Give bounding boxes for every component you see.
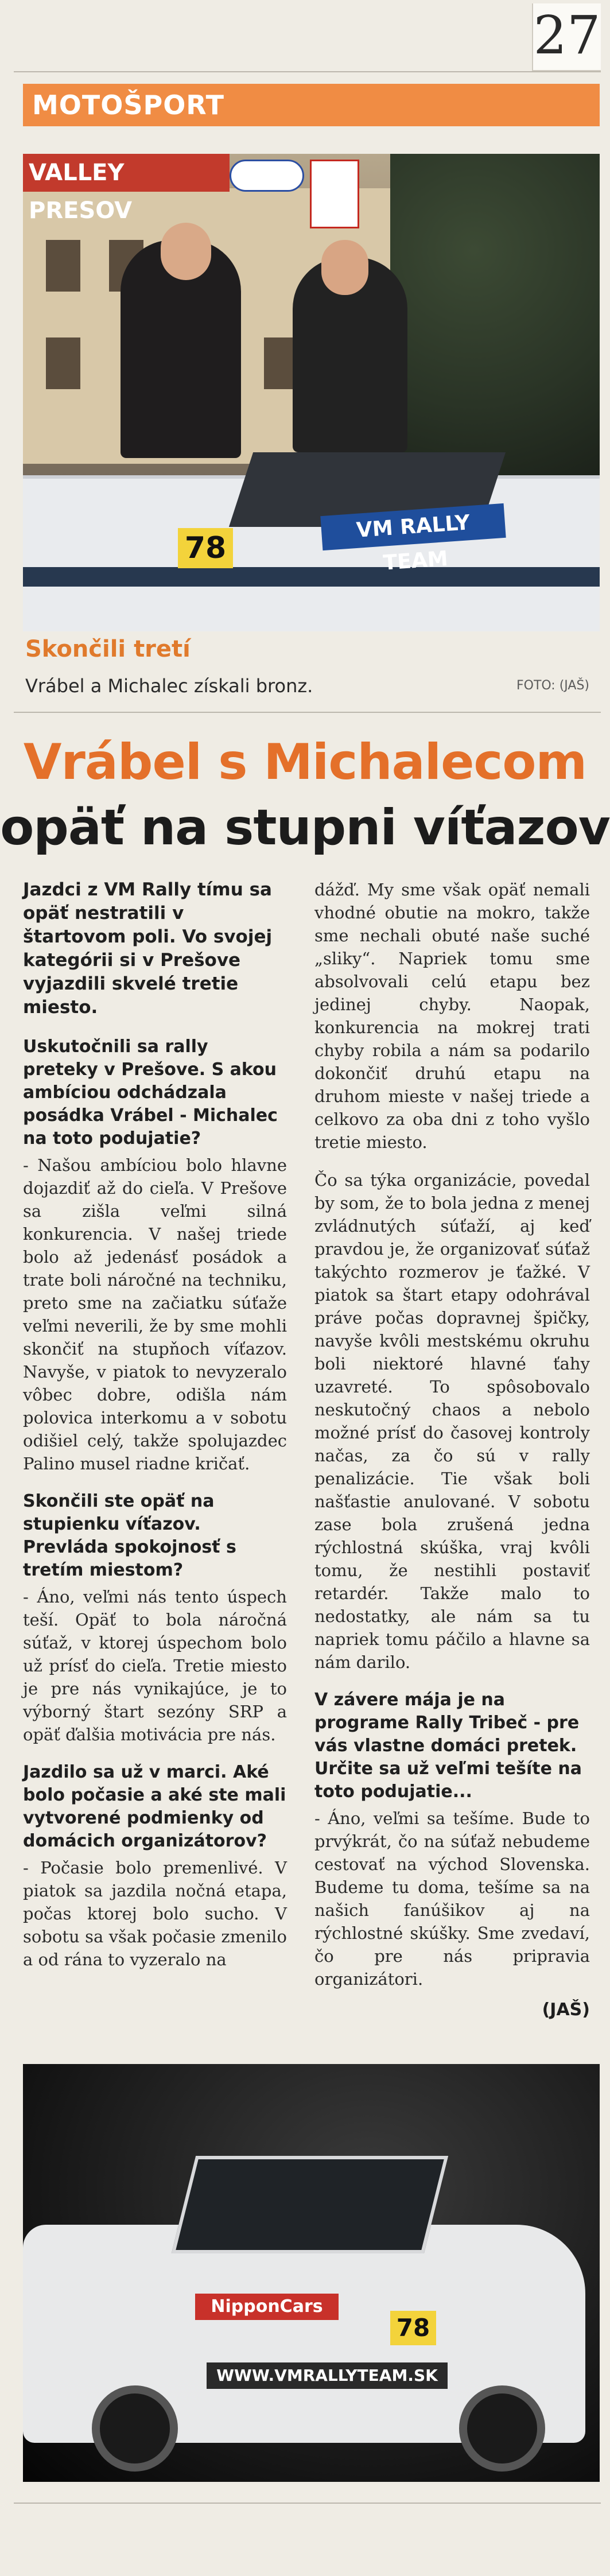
photo-trees — [390, 154, 600, 475]
photo-car-decal: VM RALLY TEAM — [320, 503, 506, 550]
interview-answer-continued: dážď. My sme však opäť nemali vhodné obutie na mokro, takže sme nechali obuté naše suché „sliky“. Napriek tomu sme absolvovali celú etapu bez jedinej chyby. Naopak, konkurencia na mokrej trati chyby robila a nám sa podarilo dokončiť druhú etapu na druhom mieste v našej triede a celkovo za oba dni z toho vyšlo tretie miesto. — [314, 880, 590, 1152]
interview-answer: - Áno, veľmi sa tešíme. Bude to prvýkrát, čo na súťaž nebudeme cestovať na východ Slovenska. Budeme tu doma, tešíme sa na našich fanúšikov aj na rýchlostné skúšky. Sme zvedaví, čo pre nás pripravia organizátori. — [314, 1809, 590, 1989]
photo-window — [46, 337, 80, 389]
section-label: MOTOŠPORT — [32, 90, 225, 121]
article-column-right — [314, 878, 590, 2020]
photo-banner: VALLEY PRESOV — [23, 154, 230, 192]
photo-driver-head — [161, 223, 211, 280]
bottom-divider — [14, 2503, 601, 2504]
caption-divider — [14, 712, 601, 713]
interview-answer-paragraph: Čo sa týka organizácie, povedal by som, že to bola jedna z menej zvládnutých súťaží, aj keď pravdou je, že organizovať súťaž takýchto rozmerov je ťažké. V piatok sa štart etapy odohrával práve počas dopravnej špičky, navyše kvôli mestskému okruhu boli niektoré hlavné ťahy uzavreté. To spôsobovalo neskutočný chaos a nebolo možné prísť do časovej kontroly načas, za čo sú v rally penalizácie. Tie však boli našťastie anulované. V sobotu zase bola zrušená jedna rýchlostná skúška, vraj kvôli tomu, že nestihli postaviť retardér. Takže malo to nedostatky, ale nám sa tu napriek tomu páčilo a hlavne sa nám darilo. — [314, 1170, 590, 1672]
article-column-left — [23, 878, 287, 1986]
interview-answer: - Našou ambíciou bolo hlavne dojazdiť až do cieľa. V Prešove sa zišla veľmi silná konkurencia. V našej triede bolo až jedenásť posádok a trate boli náročné na techniku, preto sme na začiatku súťaže veľmi neverili, že by sme mohli skončiť na stupňoch víťazov. Navyše, v piatok to nevyzeralo vôbec dobre, odišla nám polovica interkomu a v sobotu odišiel celý, takže spolujazdec Palino musel riadne kričať. — [23, 1155, 287, 1473]
top-divider — [14, 71, 601, 72]
caption-title: Skončili tretí — [25, 636, 191, 662]
interview-question: V závere mája je na programe Rally Tribeč - pre vás vlastne domáci pretek. Určite sa už veľmi tešíte na toto podujatie... — [314, 1690, 582, 1802]
interview-answer: - Áno, veľmi nás tento úspech teší. Opäť to bola náročná súťaž, v ktorej úspechom bolo už prísť do cieľa. Tretie miesto je pre nás vynikajúce, je to výborný štart sezóny SRP a opäť ďalšia motivácia pre nás. — [23, 1587, 287, 1744]
section-band — [23, 84, 600, 126]
photo-codriver-head — [321, 240, 368, 295]
byline: (JAŠ) — [542, 2000, 590, 2020]
bottom-photo — [23, 2064, 600, 2482]
headline-line-2: opäť na stupni víťazov — [0, 799, 610, 856]
photo-car-window — [172, 2156, 448, 2253]
photo-wheel — [459, 2385, 545, 2472]
interview-question: Skončili ste opäť na stupienku víťazov. Prevláda spokojnosť s tretím miestom? — [23, 1491, 236, 1580]
photo-window — [46, 240, 80, 292]
photo-liqui-moly-logo — [310, 160, 359, 228]
photo-car-number: 78 — [178, 528, 233, 568]
photo-sponsor-decal: NipponCars — [195, 2294, 339, 2320]
photo-car-number: 78 — [390, 2311, 436, 2345]
page-number: 27 — [532, 3, 601, 71]
caption-subtitle: Vrábel a Michalec získali bronz. — [25, 675, 313, 697]
photo-website-decal: WWW.VMRALLYTEAM.SK — [207, 2362, 448, 2389]
photo-car-stripe — [23, 567, 600, 587]
article-lead: Jazdci z VM Rally tímu sa opäť nestratili v štartovom poli. Vo svojej kategórii si v Prešove vyjazdili skvelé tretie miesto. — [23, 879, 273, 1018]
interview-question: Jazdilo sa už v marci. Aké bolo počasie a aké ste mali vytvorené podmienky od domácich organizátorov? — [23, 1762, 286, 1851]
photo-sams-logo — [230, 160, 304, 192]
top-photo — [23, 154, 600, 631]
photo-wheel — [92, 2385, 178, 2472]
headline-line-1: Vrábel s Michalecom — [23, 734, 587, 791]
interview-question: Uskutočnili sa rally preteky v Prešove. S akou ambíciou odchádzala posádka Vrábel - Michalec na toto podujatie? — [23, 1037, 278, 1149]
interview-answer: - Počasie bolo premenlivé. V piatok sa jazdila nočná etapa, počas ktorej bolo sucho. V sobotu sa však počasie zmenilo a od rána to vyzeralo na — [23, 1858, 287, 1969]
photo-credit: FOTO: (JAŠ) — [516, 678, 589, 693]
